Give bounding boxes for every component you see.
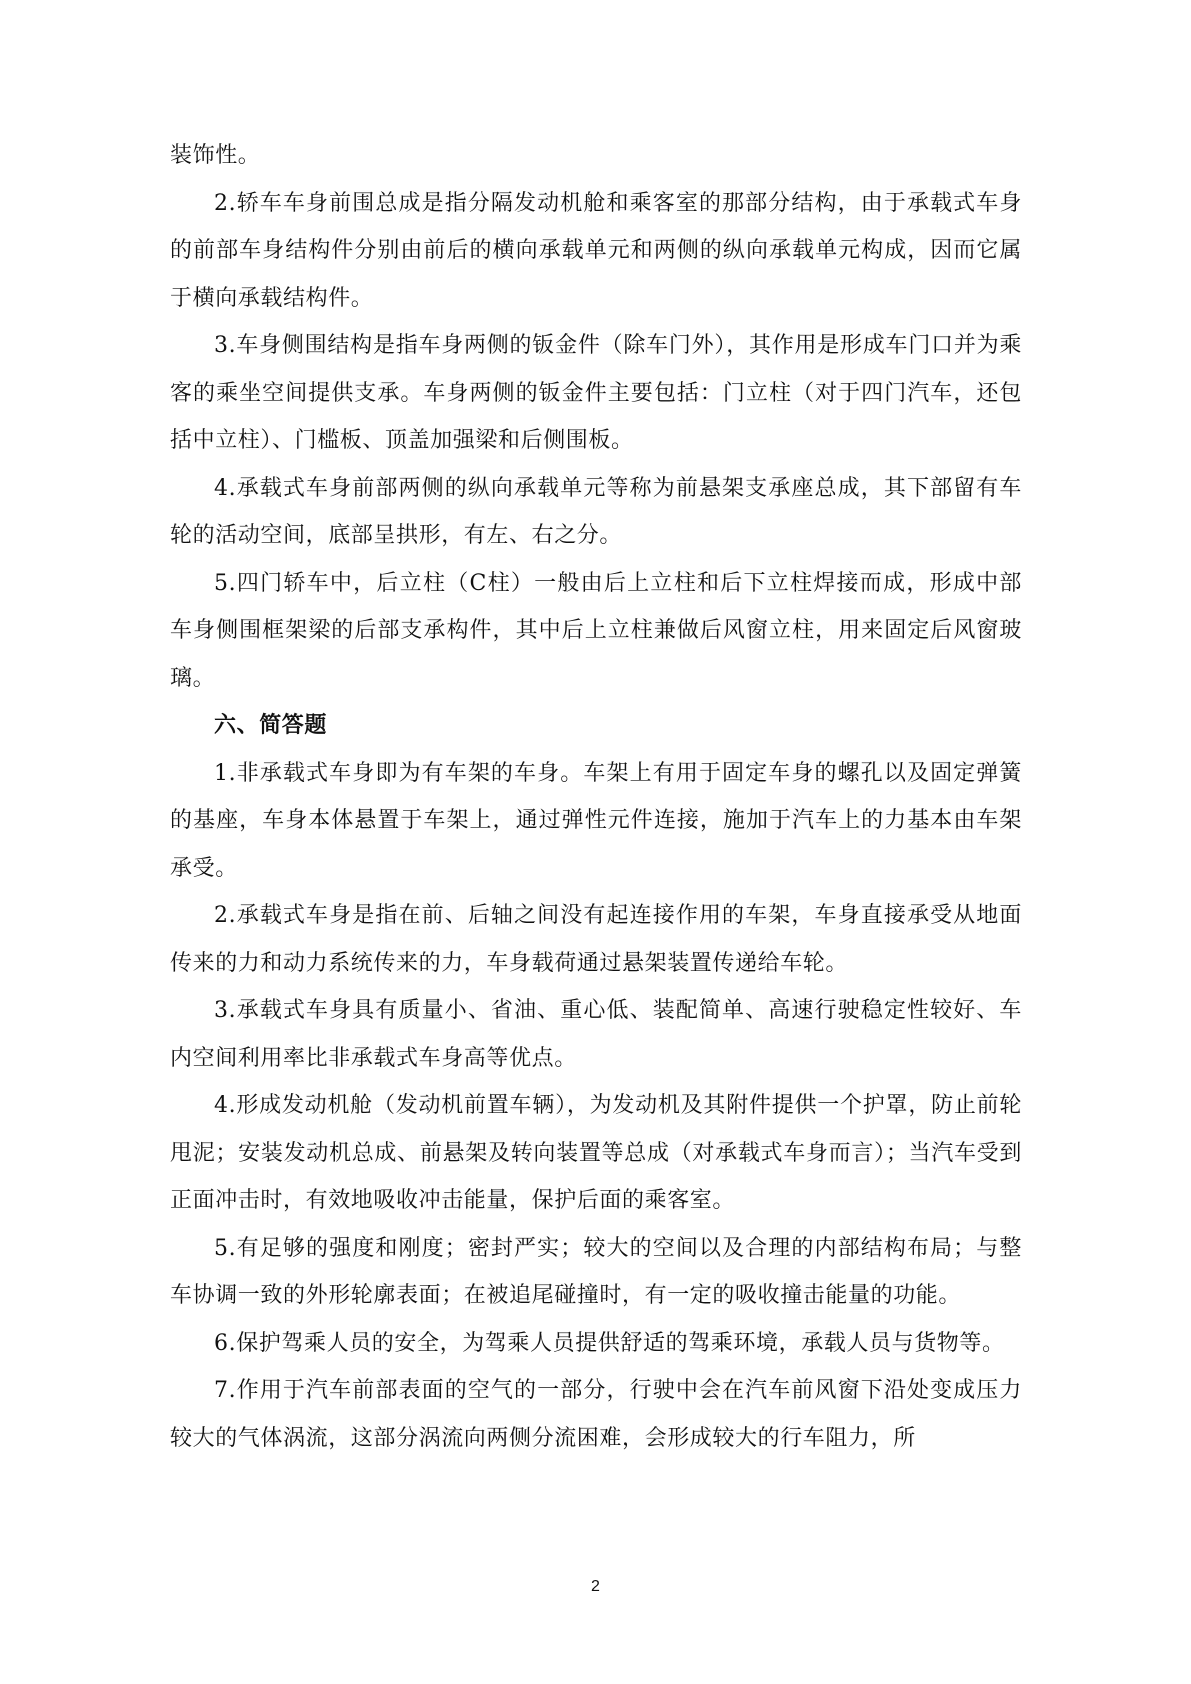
answer-item-6-5: 5.有足够的强度和刚度；密封严实；较大的空间以及合理的内部结构布局；与整车协调一致的外形轮廓表面；在被追尾碰撞时，有一定的吸收撞击能量的功能。 [170, 1235, 1022, 1308]
continuation-text: 装饰性。 [170, 143, 261, 168]
answer-item-6-1: 1.非承载式车身即为有车架的车身。车架上有用于固定车身的螺孔以及固定弹簧的基座，车身本体悬置于车架上，通过弹性元件连接，施加于汽车上的力基本由车架承受。 [170, 760, 1022, 881]
answer-item-5-3: 3.车身侧围结构是指车身两侧的钣金件（除车门外），其作用是形成车门口并为乘客的乘坐空间提供支承。车身两侧的钣金件主要包括：门立柱（对于四门汽车，还包括中立柱）、门槛板、顶盖加强梁和后侧围板。 [170, 333, 1022, 453]
document-body [170, 132, 1022, 1462]
answer-item-6-2: 2.承载式车身是指在前、后轴之间没有起连接作用的车架，车身直接承受从地面传来的力和动力系统传来的力，车身载荷通过悬架装置传递给车轮。 [170, 903, 1022, 976]
page-number: 2 [591, 1578, 600, 1595]
answer-item-6-4: 4.形成发动机舱（发动机前置车辆），为发动机及其附件提供一个护罩，防止前轮甩泥；安装发动机总成、前悬架及转向装置等总成（对承载式车身而言）；当汽车受到正面冲击时，有效地吸收冲击能量，保护后面的乘客室。 [170, 1093, 1022, 1213]
answer-item-6-6: 6.保护驾乘人员的安全，为驾乘人员提供舒适的驾乘环境，承载人员与货物等。 [214, 1330, 1005, 1356]
answer-item-5-4: 4.承载式车身前部两侧的纵向承载单元等称为前悬架支承座总成，其下部留有车轮的活动空间，底部呈拱形，有左、右之分。 [170, 475, 1022, 548]
answer-item-6-3: 3.承载式车身具有质量小、省油、重心低、装配简单、高速行驶稳定性较好、车内空间利用率比非承载式车身高等优点。 [170, 998, 1022, 1071]
answer-item-6-7: 7.作用于汽车前部表面的空气的一部分，行驶中会在汽车前风窗下沿处变成压力较大的气体涡流，这部分涡流向两侧分流困难，会形成较大的行车阻力，所 [170, 1378, 1022, 1451]
answer-item-5-2: 2.轿车车身前围总成是指分隔发动机舱和乘客室的那部分结构，由于承载式车身的前部车身结构件分别由前后的横向承载单元和两侧的纵向承载单元构成，因而它属于横向承载结构件。 [170, 190, 1022, 311]
section-heading-short-answer: 六、简答题 [214, 713, 328, 738]
answer-item-5-5: 5.四门轿车中，后立柱（C柱）一般由后上立柱和后下立柱焊接而成，形成中部车身侧围框架梁的后部支承构件，其中后上立柱兼做后风窗立柱，用来固定后风窗玻璃。 [170, 570, 1022, 691]
